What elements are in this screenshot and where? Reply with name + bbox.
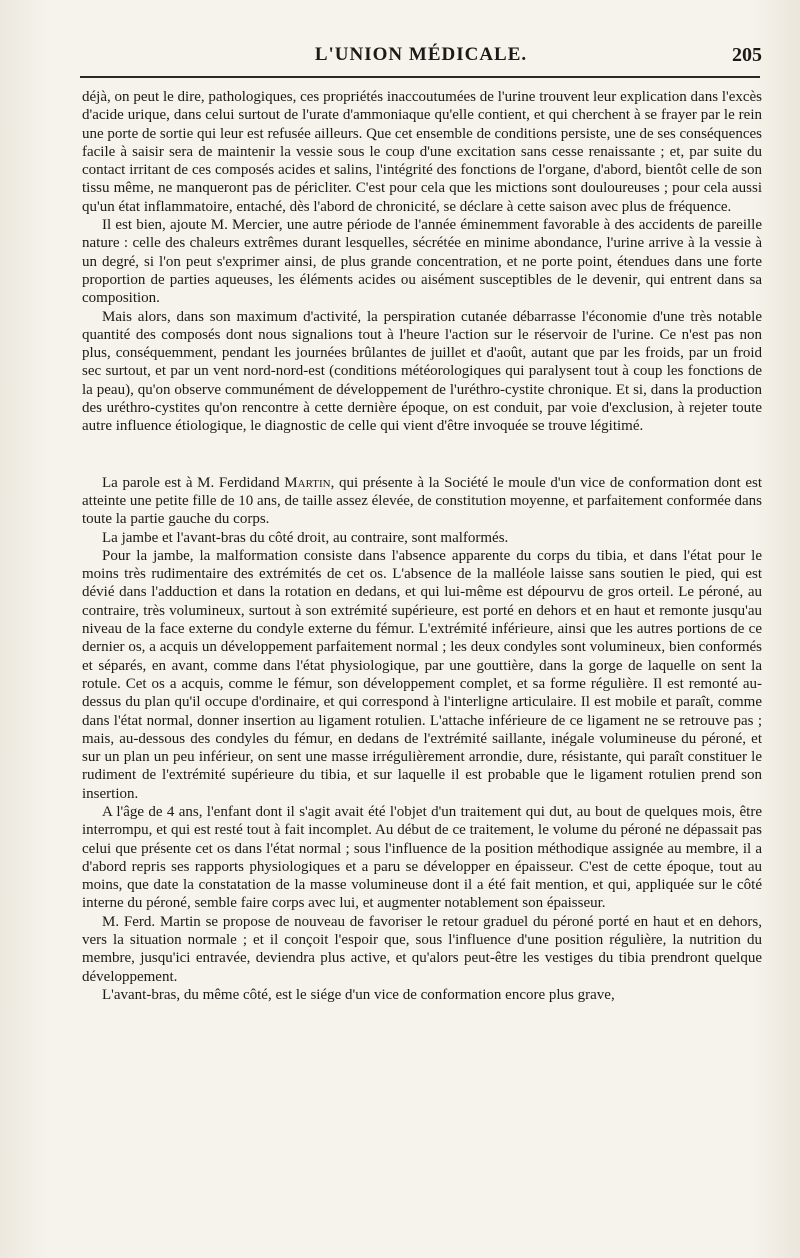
journal-title: L'UNION MÉDICALE. [314, 44, 528, 65]
body-text [82, 88, 762, 1004]
intro-after: , qui présente à la Société le moule d'un vice de conformation dont est atteinte une petite fille de 10 ans, de taille assez élevée, de constitution moyenne, et parfaitement conformée dans toute la partie gauche du corps. [82, 474, 763, 528]
paragraph-martin-intro [82, 474, 762, 529]
intro-before: La parole est à M. Ferdidand [102, 474, 285, 491]
section-gap [82, 436, 762, 474]
running-head [80, 42, 762, 72]
paragraph: Pour la jambe, la malformation consiste dans l'absence apparente du corps du tibia, et dans l'état pour le moins très rudimentaire des extrémités de cet os. L'absence de la malléole laisse sans soutien le pied, qui est dévié dans l'adduction et dans la rotation en dedans, et qui lui-même est dépourvu de gros orteil. Le péroné, au contraire, très volumineux, surtout à son extrémité supérieure, est porté en dehors et en haut et remonte jusqu'au niveau de la face externe du condyle externe du fémur. L'extrémité inférieure, ainsi que les autres portions de ce dernier os, a acquis un développement parfaitement normal ; les deux condyles sont volumineux, bien conformés et séparés, en avant, comme dans l'état physiologique, par une gouttière, dans la gorge de laquelle on sent la rotule. Cet os a acquis, comme le fémur, son développement complet, et sa forme régulière. Il est remonté au-dessus du plan qu'il occupe d'ordinaire, et qui correspond à l'interligne articulaire. Il est mobile et paraît, comme dans l'état normal, donner insertion au ligament rotulien. L'attache inférieure de ce ligament ne se retrouve pas ; mais, au-dessous des condyles du fémur, en dedans de l'extrémité saillante, inégale volumineuse du péroné, et sur un plan un peu inférieur, on sent une masse irrégulièrement arrondie, dure, résistante, qui paraît constituer le rudiment de l'extrémité supérieure du tibia, et sur laquelle il est probable que le ligament rotulien prend son insertion. [82, 547, 762, 802]
paragraph: Il est bien, ajoute M. Mercier, une autre période de l'année éminemment favorable à des accidents de pareille nature : celle des chaleurs extrêmes durant lesquelles, sécrétée en minime abondance, l'urine arrive à la vessie à un degré, si l'on peut s'exprimer ainsi, de plus grande concentration, et ne porte point, étendues dans une forte proportion de parties aqueuses, les éléments acides ou aisément susceptibles de le devenir, qui entrent dans sa composition. [82, 217, 762, 307]
paragraph: La jambe et l'avant-bras du côté droit, au contraire, sont malformés. [102, 529, 509, 546]
paragraph: M. Ferd. Martin se propose de nouveau de favoriser le retour graduel du péroné porté en haut et en dehors, vers la situation normale ; et il conçoit l'espoir que, sous l'influence d'une position régulière, la nutrition du membre, jusqu'ici entravée, deviendra plus active, et qu'alors peut-être les vestiges du tibia prendront quelque développement. [82, 913, 762, 985]
speaker-name: Martin [284, 474, 331, 491]
paragraph: A l'âge de 4 ans, l'enfant dont il s'agit avait été l'objet d'un traitement qui dut, au bout de quelques mois, être interrompu, et qui est resté tout à fait incomplet. Au début de ce traitement, le volume du péroné ne dépassait pas celui que présente cet os dans l'état normal ; sous l'influence de la position méthodique assignée au membre, il a d'abord repris ses rapports physiologiques et a paru se développer en épaisseur. C'est de cette époque, tout au moins, que date la constatation de la masse volumineuse dont il a été fait mention, et qui, appliquée sur le côté interne du péroné, semble faire corps avec lui, et augmenter notablement son épaisseur. [82, 803, 762, 912]
paragraph: Mais alors, dans son maximum d'activité, la perspiration cutanée débarrasse l'économie d'une très notable quantité des composés dont nous signalions tout à l'heure l'action sur le réservoir de l'urine. Ce n'est pas non plus, conséquemment, pendant les journées brûlantes de juillet et d'août, autant que par les froids, par un froid sec surtout, et par un vent nord-nord-est (conditions météorologiques qui paralysent tout à coup les fonctions de la peau), qu'on observe communément de développement de l'uréthro-cystite chronique. Et si, dans la production des uréthro-cystites qu'on rencontre à cette dernière époque, on est conduit, par voie d'exclusion, à rejeter toute autre influence étiologique, le diagnostic de celle qui vient d'être invoquée se trouve légitimé. [82, 308, 762, 435]
paragraph: L'avant-bras, du même côté, est le siége d'un vice de conformation encore plus grave, [102, 986, 615, 1003]
header-rule [80, 76, 760, 78]
page-number: 205 [732, 44, 762, 66]
paragraph-continued: déjà, on peut le dire, pathologiques, ces propriétés inaccoutumées de l'urine trouvent leur explication dans l'excès d'acide urique, dans celui surtout de l'urate d'ammoniaque qu'elle contient, et qui cherchent à se frayer par le rein une porte de sortie qui leur est refusée ailleurs. Que cet ensemble de conditions persiste, une de ses conséquences facile à saisir sera de maintenir la vessie sous le coup d'une excitation sans cesse renaissante ; et, par suite du contact irritant de ces composés acides et salins, l'intégrité des fonctions de l'organe, d'abord, bientôt celle de son tissu même, ne manqueront pas de péricliter. C'est pour cela que les mictions sont douloureuses ; pour cela aussi qu'un état inflammatoire, entaché, dès l'abord de chronicité, se déclare à cette saison avec plus de fréquence. [82, 89, 762, 215]
